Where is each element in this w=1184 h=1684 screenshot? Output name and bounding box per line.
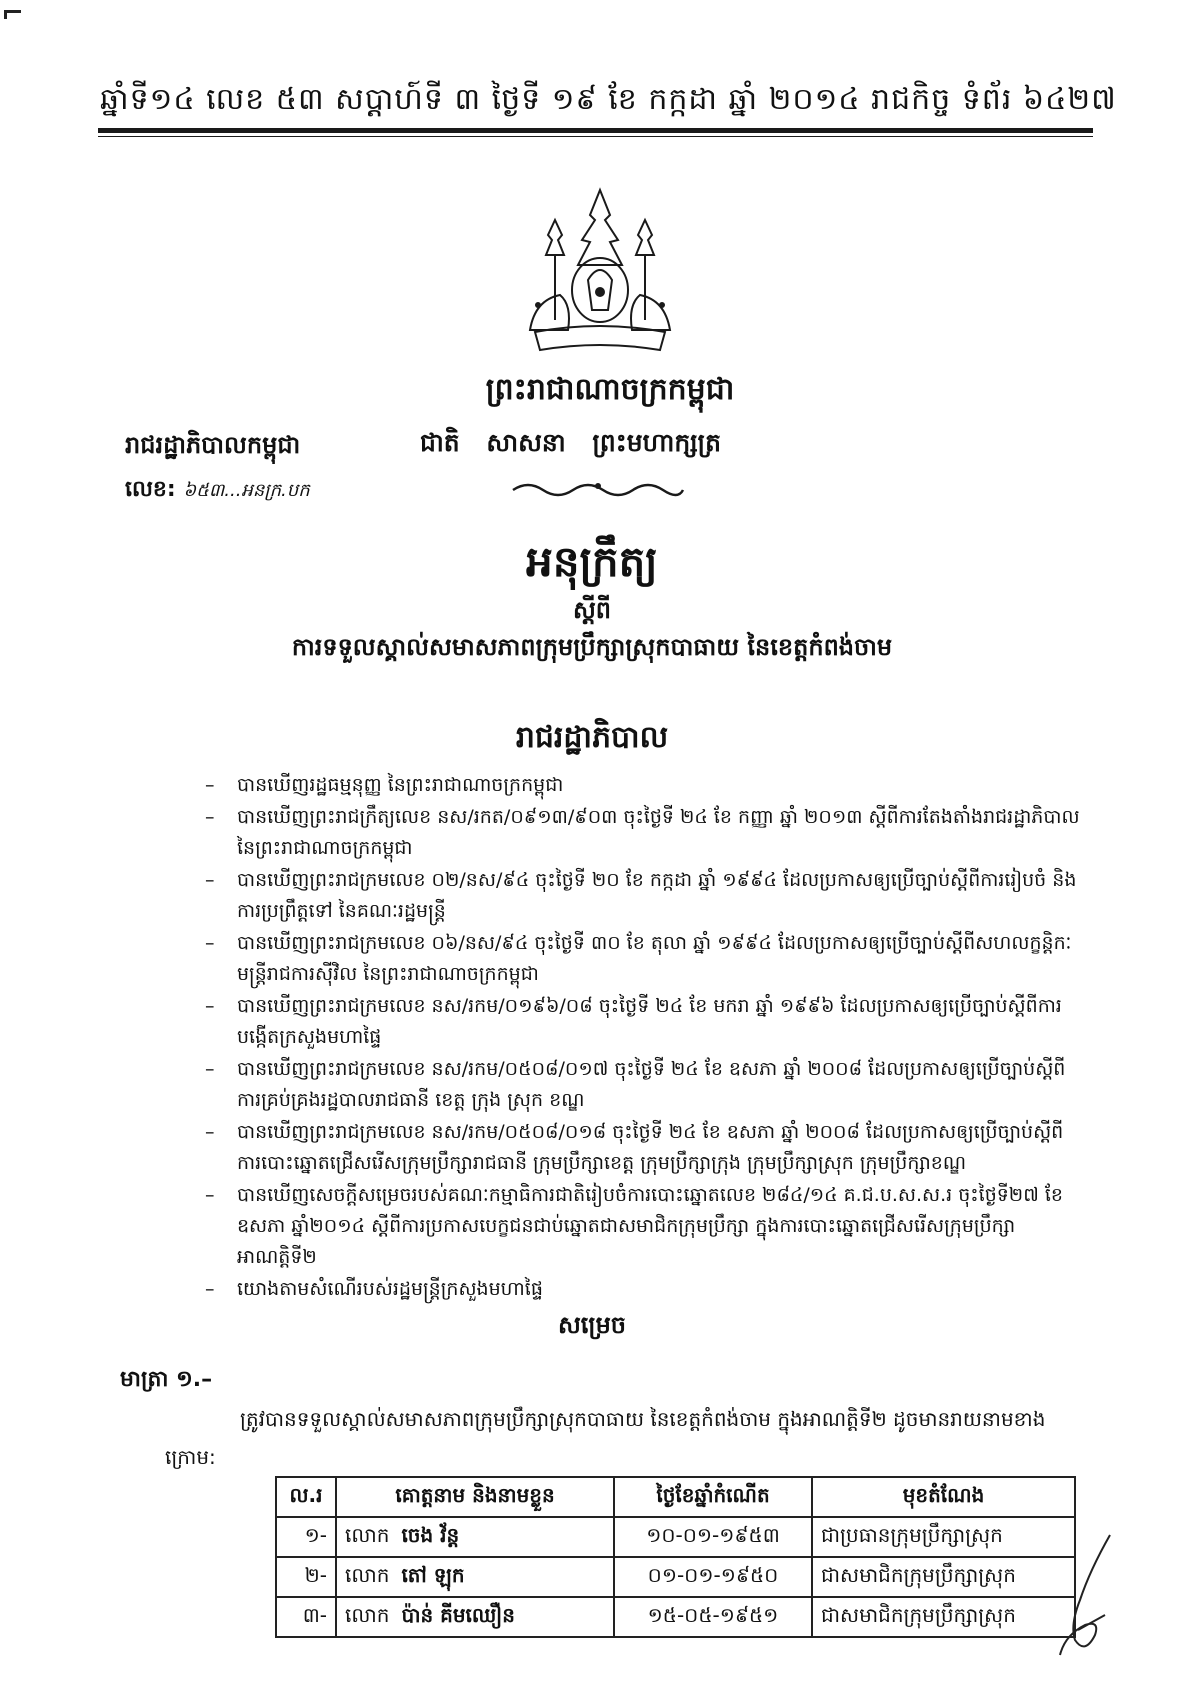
row-number: ១- bbox=[276, 1517, 336, 1557]
decree-number-value: ៦៥៣...អនក្រ.បក bbox=[183, 480, 310, 501]
table-row bbox=[276, 1597, 1075, 1637]
citation-item: – បានឃើញព្រះរាជក្រមលេខ នស/រកម/០១៩៦/០៨ ចុះថ្ងៃទី ២៤ ខែ មករា ឆ្នាំ ១៩៩៦ ដែលប្រកាសឲ្យប្រើច្បាប់ស្តីពីការបង្កើតក្រសួងមហាផ្ទៃ bbox=[205, 991, 1085, 1053]
decree-number-label: លេខ: bbox=[125, 477, 176, 502]
decree-number bbox=[125, 475, 310, 507]
member-name-cell bbox=[336, 1517, 614, 1557]
citation-item: – បានឃើញព្រះរាជក្រមលេខ នស/រកម/០៥០៨/០១៨ ចុះថ្ងៃទី ២៤ ខែ ឧសភា ឆ្នាំ ២០០៨ ដែលប្រកាសឲ្យប្រើច្បាប់ស្តីពីការបោះឆ្នោតជ្រើសរើសក្រុមប្រឹក្សារាជធានី ក្រុមប្រឹក្សាខេត្ត ក្រុមប្រឹក្សាក្រុង ក្រុមប្រឹក្សាស្រុក ក្រុមប្រឹក្សាខណ្ឌ bbox=[205, 1117, 1085, 1179]
scan-corner-mark bbox=[4, 10, 21, 19]
national-motto: ជាតិ សាសនា ព្រះមហាក្សត្រ bbox=[420, 428, 721, 457]
council-members-table bbox=[275, 1476, 1076, 1638]
header-rule bbox=[98, 128, 1093, 133]
citation-item: – យោងតាមសំណើរបស់រដ្ឋមន្ត្រីក្រសួងមហាផ្ទៃ bbox=[205, 1274, 1085, 1305]
decides-heading: សម្រេច bbox=[557, 1311, 627, 1339]
column-header-no: ល.រ bbox=[276, 1477, 336, 1517]
row-number: ២- bbox=[276, 1557, 336, 1597]
honorific: លោក bbox=[345, 1563, 390, 1587]
citation-item: – បានឃើញព្រះរាជក្រមលេខ នស/រកម/០៥០៨/០១៧ ចុះថ្ងៃទី ២៤ ខែ ឧសភា ឆ្នាំ ២០០៨ ដែលប្រកាសឲ្យប្រើច្បាប់ស្តីពីការគ្រប់គ្រងរដ្ឋបាលរាជធានី ខេត្ត ក្រុង ស្រុក ខណ្ឌ bbox=[205, 1054, 1085, 1116]
member-position: ជាសមាជិកក្រុមប្រឹក្សាស្រុក bbox=[812, 1557, 1075, 1597]
member-name-cell bbox=[336, 1557, 614, 1597]
table-row bbox=[276, 1557, 1075, 1597]
honorific: លោក bbox=[345, 1603, 390, 1627]
table-header-row bbox=[276, 1477, 1075, 1517]
issuing-body: រាជរដ្ឋាភិបាលកម្ពុជា bbox=[125, 431, 301, 459]
member-name: តៅ ឡុក bbox=[401, 1563, 465, 1587]
member-position: ជាសមាជិកក្រុមប្រឹក្សាស្រុក bbox=[812, 1597, 1075, 1637]
honorific: លោក bbox=[345, 1523, 390, 1547]
column-header-dob: ថ្ងៃខែឆ្នាំកំណើត bbox=[614, 1477, 812, 1517]
handwritten-signature bbox=[1050, 1530, 1120, 1660]
table-row bbox=[276, 1517, 1075, 1557]
article-label: មាត្រា ១.– bbox=[120, 1367, 213, 1392]
citation-item: – បានឃើញសេចក្តីសម្រេចរបស់គណៈកម្មាធិការជាតិរៀបចំការបោះឆ្នោតលេខ ២៨៤/១៤ គ.ជ.ប.ស.ស.រ ចុះថ្ងៃទី២៧ ខែឧសភា ឆ្នាំ២០១៤ ស្តីពីការប្រកាសបេក្ខជនជាប់ឆ្នោតជាសមាជិកក្រុមប្រឹក្សា ក្នុងការបោះឆ្នោតជ្រើសរើសក្រុមប្រឹក្សា អាណត្តិទី២ bbox=[205, 1180, 1085, 1273]
gazette-header: ឆ្នាំទី១៤ លេខ ៥៣ សប្តាហ៍ទី ៣ ថ្ងៃទី ១៩ ខែ កក្កដា ឆ្នាំ ២០១៤ រាជកិច្ច ទំព័រ ៦៤២៧ bbox=[100, 82, 1117, 117]
citation-item: – បានឃើញព្រះរាជក្រមលេខ ០២/នស/៩៤ ចុះថ្ងៃទី ២០ ខែ កក្កដា ឆ្នាំ ១៩៩៤ ដែលប្រកាសឲ្យប្រើច្បាប់ស្តីពីការរៀបចំ និងការប្រព្រឹត្តទៅ នៃគណៈរដ្ឋមន្ត្រី bbox=[205, 865, 1085, 927]
member-dob: ១៥-០៥-១៩៥១ bbox=[614, 1597, 812, 1637]
citations-list bbox=[205, 770, 1085, 1306]
citation-item: – បានឃើញព្រះរាជក្រឹត្យលេខ នស/រកត/០៩១៣/៩០៣ ចុះថ្ងៃទី ២៤ ខែ កញ្ញា ឆ្នាំ ២០១៣ ស្តីពីការតែងតាំងរាជរដ្ឋាភិបាល នៃព្រះរាជាណាចក្រកម្ពុជា bbox=[205, 802, 1085, 864]
member-name-cell bbox=[336, 1597, 614, 1637]
article-text: ត្រូវបានទទួលស្គាល់សមាសភាពក្រុមប្រឹក្សាស្រុកបាធាយ នៃខេត្តកំពង់ចាម ក្នុងអាណត្តិទី២ ដូចមានរាយនាមខាងក្រោម: bbox=[165, 1407, 1046, 1469]
member-dob: ០១-០១-១៩៥០ bbox=[614, 1557, 812, 1597]
ornamental-flourish bbox=[508, 478, 688, 498]
column-header-name: គោត្តនាម និងនាមខ្លួន bbox=[336, 1477, 614, 1517]
about-label: ស្តីពី bbox=[572, 596, 612, 624]
row-number: ៣- bbox=[276, 1597, 336, 1637]
citation-item: – បានឃើញព្រះរាជក្រមលេខ ០៦/នស/៩៤ ចុះថ្ងៃទី ៣០ ខែ តុលា ឆ្នាំ ១៩៩៤ ដែលប្រកាសឲ្យប្រើច្បាប់ស្តីពីសហលក្ខន្តិកៈមន្ត្រីរាជការស៊ីវិល នៃព្រះរាជាណាចក្រកម្ពុជា bbox=[205, 928, 1085, 990]
member-name: ប៉ាន់ គីមឈឿន bbox=[401, 1603, 515, 1627]
header-rule-thin bbox=[98, 136, 1093, 137]
document-type: អនុក្រឹត្យ bbox=[526, 537, 658, 586]
member-position: ជាប្រធានក្រុមប្រឹក្សាស្រុក bbox=[812, 1517, 1075, 1557]
kingdom-title: ព្រះរាជាណាចក្រកម្ពុជា bbox=[485, 372, 735, 407]
column-header-position: មុខតំណែង bbox=[812, 1477, 1075, 1517]
royal-arms-emblem bbox=[510, 180, 690, 360]
decree-subject: ការទទួលស្គាល់សមាសភាពក្រុមប្រឹក្សាស្រុកបាធាយ នៃខេត្តកំពង់ចាម bbox=[291, 633, 893, 661]
member-name: ចេង វ័ន្ត bbox=[401, 1523, 460, 1547]
member-dob: ១០-០១-១៩៥៣ bbox=[614, 1517, 812, 1557]
issuer-heading: រាជរដ្ឋាភិបាល bbox=[515, 720, 669, 755]
citation-item: – បានឃើញរដ្ឋធម្មនុញ្ញ នៃព្រះរាជាណាចក្រកម្ពុជា bbox=[205, 770, 1085, 801]
